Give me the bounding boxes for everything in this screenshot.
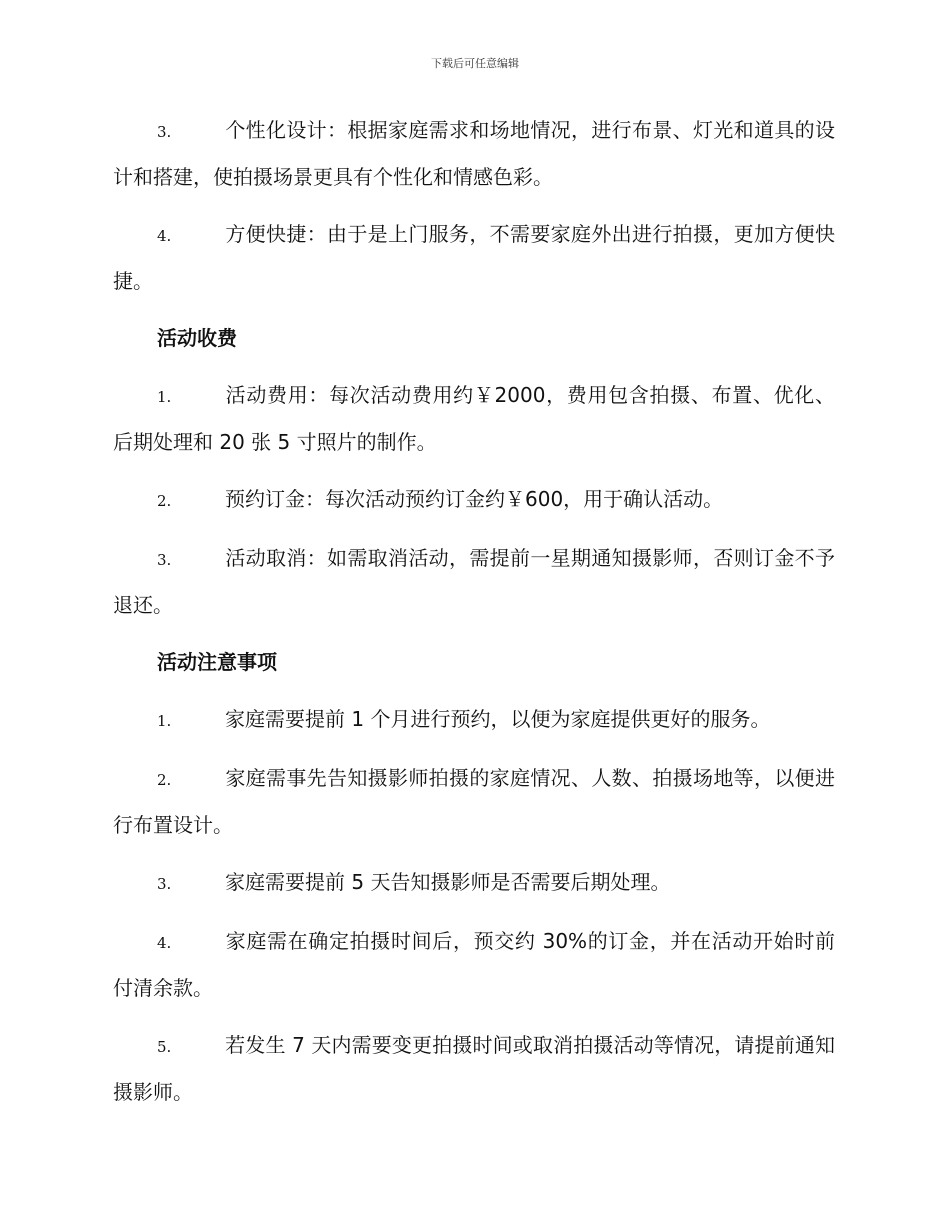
section-heading-notes: 活动注意事项 bbox=[157, 650, 277, 674]
list-number: 3. bbox=[157, 551, 172, 569]
list-text: 家庭需要提前 1 个月进行预约，以便为家庭提供更好的服务。 bbox=[225, 707, 771, 731]
list-number: 2. bbox=[157, 771, 172, 789]
list-text: 家庭需要提前 5 天告知摄影师是否需要后期处理。 bbox=[225, 870, 671, 894]
list-text: 预约订金：每次活动预约订金约￥600，用于确认活动。 bbox=[225, 487, 724, 511]
list-item bbox=[113, 697, 835, 744]
document-body bbox=[113, 108, 835, 1127]
list-number: 5. bbox=[157, 1038, 172, 1056]
list-number: 4. bbox=[157, 934, 172, 952]
list-number: 1. bbox=[157, 388, 172, 406]
list-number: 3. bbox=[157, 123, 172, 141]
list-number: 3. bbox=[157, 875, 172, 893]
list-item bbox=[113, 860, 835, 907]
list-item bbox=[113, 477, 835, 524]
list-text: 活动费用：每次活动费用约￥2000，费用包含拍摄、布置、优化、后期处理和 20 张 5 寸照片的制作。 bbox=[113, 383, 835, 454]
list-number: 4. bbox=[157, 227, 172, 245]
list-number: 1. bbox=[157, 712, 172, 730]
list-text: 家庭需事先告知摄影师拍摄的家庭情况、人数、拍摄场地等，以便进行布置设计。 bbox=[113, 766, 835, 837]
list-text: 若发生 7 天内需要变更拍摄时间或取消拍摄活动等情况，请提前通知摄影师。 bbox=[113, 1033, 835, 1104]
page-header: 下载后可任意编辑 bbox=[431, 57, 519, 70]
list-item bbox=[113, 919, 835, 1011]
list-text: 方便快捷：由于是上门服务，不需要家庭外出进行拍摄，更加方便快捷。 bbox=[113, 222, 835, 293]
list-item bbox=[113, 536, 835, 628]
list-text: 个性化设计：根据家庭需求和场地情况，进行布景、灯光和道具的设计和搭建，使拍摄场景更具有个性化和情感色彩。 bbox=[113, 118, 835, 189]
list-item bbox=[113, 756, 835, 848]
list-number: 2. bbox=[157, 492, 172, 510]
section-heading-fees: 活动收费 bbox=[157, 326, 237, 350]
list-item bbox=[113, 108, 835, 200]
list-text: 家庭需在确定拍摄时间后，预交约 30%的订金，并在活动开始时前付清余款。 bbox=[113, 929, 835, 1000]
list-text: 活动取消：如需取消活动，需提前一星期通知摄影师，否则订金不予退还。 bbox=[113, 546, 835, 617]
list-item bbox=[113, 212, 835, 304]
list-item bbox=[113, 373, 835, 465]
list-item bbox=[113, 1023, 835, 1115]
